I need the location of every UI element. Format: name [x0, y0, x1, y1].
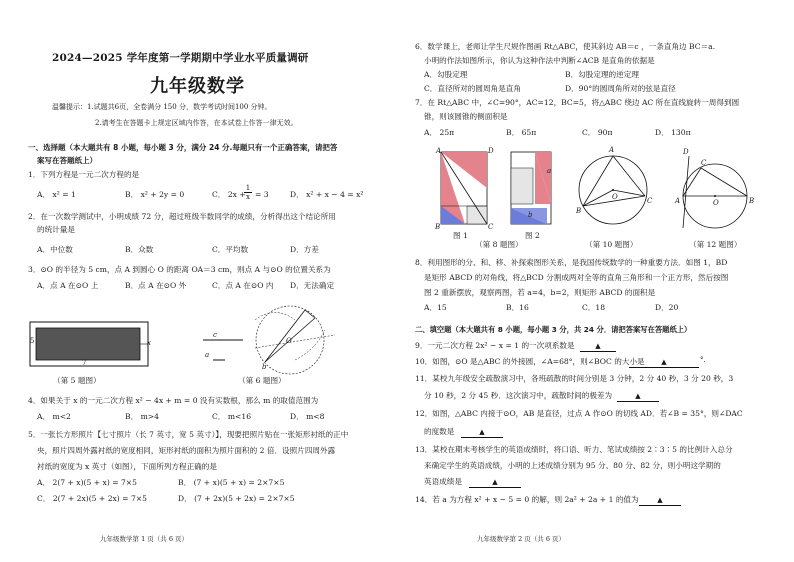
q8-option-a: A．15	[424, 303, 447, 312]
q13-line-2: 来确定学生的英语成绩，小明的上述成绩分别为 95 分、80 分、82 分，则小明这学期的	[424, 461, 721, 470]
fig8-label-c: C	[488, 223, 494, 231]
q2-stem: 2．在一次数学测试中，小明成绩 72 分，超过班级半数同学的成绩，分析得出这个结论所用	[28, 212, 336, 221]
q12-line-1: 12．如图，△ABC 内接于⊙O，AB 是直径，过点 A 作⊙O 的切线 AD．若∠B = 35°，则∠DAC	[415, 409, 743, 418]
q1-option-a: A． x² = 1	[37, 190, 76, 199]
q8-option-c: C．18	[582, 303, 606, 312]
fig6-diagram	[195, 300, 345, 380]
fig12-label-a: A	[675, 197, 681, 205]
tip-line-2: 2.请考生在答题卡上规定区域内作答，在本试卷上作答一律无效。	[95, 119, 298, 127]
q3-stem: 3．⊙O 的半径为 5 cm，点 A 到圆心 O 的距离 OA＝3 cm，则点 A 与⊙O 的位置关系为	[28, 265, 331, 274]
fig6-caption: （第 6 题图）	[238, 376, 286, 385]
fig8-caption-2: 图 2	[525, 231, 540, 240]
page-right	[397, 0, 794, 562]
fig10-label-c: C	[647, 197, 653, 205]
q9-blank: ▲	[580, 341, 616, 352]
q1-option-c-tail: = 3	[255, 190, 269, 199]
q5-line-2: 央，照片四周外露衬纸的宽度相同，矩形衬纸的面积为照片面积的 2 倍．设照片四周外露	[37, 446, 336, 455]
q11-line-2: 分 10 秒，2 分 45 秒．这次演习中，疏散时间的极差为	[424, 391, 613, 400]
q2-stem-cont: 的统计量是	[37, 225, 75, 234]
q5-line-1: 5．一张长方形照片【七寸照片（长 7 英寸，宽 5 英寸）】，现要把照片贴在一张矩形衬纸的正中	[28, 430, 349, 439]
q10-text: 10．如图，⊙O 是△ABC 的外接圆，∠A=68°，则∠BOC 的大小是	[415, 357, 645, 366]
q7-option-b: B． 65π	[506, 128, 537, 137]
q1-stem: 1．下列方程是一元二次方程的是	[28, 170, 140, 179]
fig5-height-label: 5	[30, 337, 35, 345]
fig6-label-c: c	[213, 331, 217, 339]
fig12-diagram	[675, 152, 757, 232]
q10-degree: °.	[700, 356, 706, 364]
fig8-label-side-b: b	[528, 211, 533, 219]
q3-option-b: B．点 A 在⊙O 外	[125, 281, 187, 290]
q7-option-d: D． 130π	[655, 128, 691, 137]
fig12-label-o: O	[713, 199, 719, 207]
q6-option-d: D．90°的圆周角所对的弦是直径	[565, 84, 676, 93]
q4-option-d: D． m<8	[290, 412, 325, 421]
q8-line-2: 是矩形 ABCD 的对角线，将△BCD 分割成两对全等的直角三角形和一个正方形，然后按图	[424, 273, 729, 282]
tip-line-1: 温馨提示：1.试题共6页，全卷满分 150 分，数学考试时间100 分钟。	[52, 103, 272, 111]
fig12-label-d: D	[683, 148, 689, 156]
fig8-caption: （第 8 题图）	[475, 240, 523, 249]
q5-option-a: A． 2(7 + x)(5 + x) = 7×5	[37, 478, 137, 487]
fig8-label-a: A	[436, 147, 442, 155]
q6-line-2: 小明的作法如图所示，你认为这种作法中判断∠ACB 是直角的依据是	[424, 56, 655, 65]
q1-option-c: C． 2x +	[212, 190, 246, 199]
fig5-diagram	[28, 320, 158, 370]
subject-title: 九年级数学	[150, 76, 245, 97]
fig8-caption-1: 图 1	[453, 231, 468, 240]
q1-fraction: 1 x	[245, 184, 251, 201]
q3-option-c: C．点 A 在⊙O 内	[212, 281, 274, 290]
fig10-label-b: B	[576, 207, 582, 215]
fig8-image1	[437, 148, 497, 230]
fig5-width-label: 7	[82, 359, 87, 367]
q5-option-c: C． 2(7 + 2x)(5 + 2x) = 7×5	[37, 494, 147, 503]
q3-option-d: D．无法确定	[290, 281, 335, 290]
q5-line-3: 衬纸的宽度为 x 英寸（如图），下面所列方程正确的是	[37, 462, 217, 471]
fig10-caption: （第 10 题图）	[585, 240, 638, 249]
fig10-diagram	[573, 150, 653, 230]
q11-blank: ▲	[617, 391, 659, 402]
q8-option-d: D．20	[655, 303, 679, 312]
fig8-label-side-a: a	[547, 167, 552, 175]
q11-line-1: 11．某校九年级安全疏散演习中，各班疏散的时间分别是 3 分钟，2 分 40 秒，3 分 20 秒，3	[415, 374, 734, 383]
q4-option-b: B． m>4	[125, 412, 159, 421]
q2-option-a: A．中位数	[37, 245, 73, 254]
fig5-x-label: x	[147, 339, 151, 347]
q7-option-a: A． 25π	[424, 128, 455, 137]
fig12-label-b: B	[749, 197, 755, 205]
q4-option-c: C． m<16	[212, 412, 252, 421]
fig6-label-a: a	[205, 351, 210, 359]
section1-header-cont: 案写在答题纸上）	[37, 156, 97, 165]
q12-blank: ▲	[461, 427, 503, 438]
q2-option-d: D．方差	[290, 245, 319, 254]
q13-line-1: 13．某校在期末考核学生的英语成绩时，将口语、听力、笔试成绩按 2∶3∶5 的比例计入总分	[415, 445, 733, 454]
q2-option-b: B．众数	[125, 245, 154, 254]
footer-right: 九年级数学第 2 页（共 6 页）	[477, 535, 566, 543]
fig6-label-o: O	[286, 337, 292, 345]
fig8-label-d: D	[488, 147, 494, 155]
q13-line-3: 英语成绩是	[424, 477, 462, 486]
q6-option-b: B．勾股定理的逆定理	[565, 70, 639, 79]
q10-blank: ▲	[629, 357, 699, 368]
footer-left: 九年级数学第 1 页（共 6 页）	[100, 535, 189, 543]
q3-option-a: A．点 A 在⊙O 上	[37, 281, 99, 290]
fig10-label-a: A	[609, 146, 615, 154]
q4-stem: 4．如果关于 x 的一元二次方程 x² − 4x + m = 0 没有实数根，那么 m 的取值范围为	[28, 396, 319, 405]
q1-option-b: B． x² + 2y = 0	[125, 190, 185, 199]
q14-blank: ▲	[639, 495, 681, 506]
section2-header: 二、填空题（本大题共有 8 小题，每小题 3 分，共 24 分．请把答案写在答题纸上）	[415, 325, 692, 334]
fig5-caption: （第 5 题图）	[53, 376, 101, 385]
q9-text: 9．一元二次方程 2x² − x = 1 的一次项系数是	[415, 341, 575, 350]
q1-option-d: D． x² + x − 4 = x²	[290, 190, 364, 199]
q12-line-2: 的度数是	[424, 427, 455, 436]
fig8-label-b: B	[435, 223, 441, 231]
fig12-label-c: C	[701, 159, 707, 167]
fig8-image2	[507, 148, 559, 230]
q7-option-c: C． 90π	[582, 128, 613, 137]
exam-title: 2024—2025 学年度第一学期期中学业水平质量调研	[52, 52, 309, 64]
fig10-label-o: O	[612, 193, 618, 201]
q7-line-1: 7．在 Rt△ABC 中，∠C=90°，AC=12，BC=5，将△ABC 绕边 AC 所在直线旋转一周得到圆	[415, 98, 740, 107]
q6-option-a: A．勾股定理	[424, 70, 468, 79]
q7-line-2: 锥，则该圆锥的侧面积是	[424, 112, 508, 121]
q5-option-d: D． (7 + 2x)(5 + 2x) = 2×7×5	[178, 494, 295, 503]
fig6-label-b: b	[262, 363, 267, 371]
q6-option-c: C．直径所对的圆周角是直角	[424, 84, 521, 93]
q4-option-a: A． m<2	[37, 412, 71, 421]
q14-text: 14．若 a 为方程 x² + x − 5 = 0 的解，则 2a² + 2a + 1 的值为	[415, 495, 639, 504]
section1-header: 一、选择题（本大题共有 8 小题，每小题 3 分，满分 24 分.每题只有一个正确答案，请把答	[28, 143, 338, 152]
q13-blank: ▲	[469, 477, 521, 488]
q8-line-3: 图 2 重新摆放，观察两图，若 a=4，b=2，则矩形 ABCD 的面积是	[424, 288, 656, 297]
q8-option-b: B．16	[506, 303, 529, 312]
fig12-caption: （第 12 题图）	[689, 240, 742, 249]
q2-option-c: C．平均数	[212, 245, 249, 254]
q5-option-b: B． (7 + x)(5 + x) = 2×7×5	[178, 478, 285, 487]
q8-line-1: 8．利用图形的分、和、移、补探索图形关系，是我国传统数学的一种重要方法．如图 1，BD	[415, 258, 728, 267]
q6-line-1: 6．数学课上，老师让学生尺规作图画 Rt△ABC，使其斜边 AB＝c ，一条直角边 BC＝a.	[415, 42, 716, 51]
